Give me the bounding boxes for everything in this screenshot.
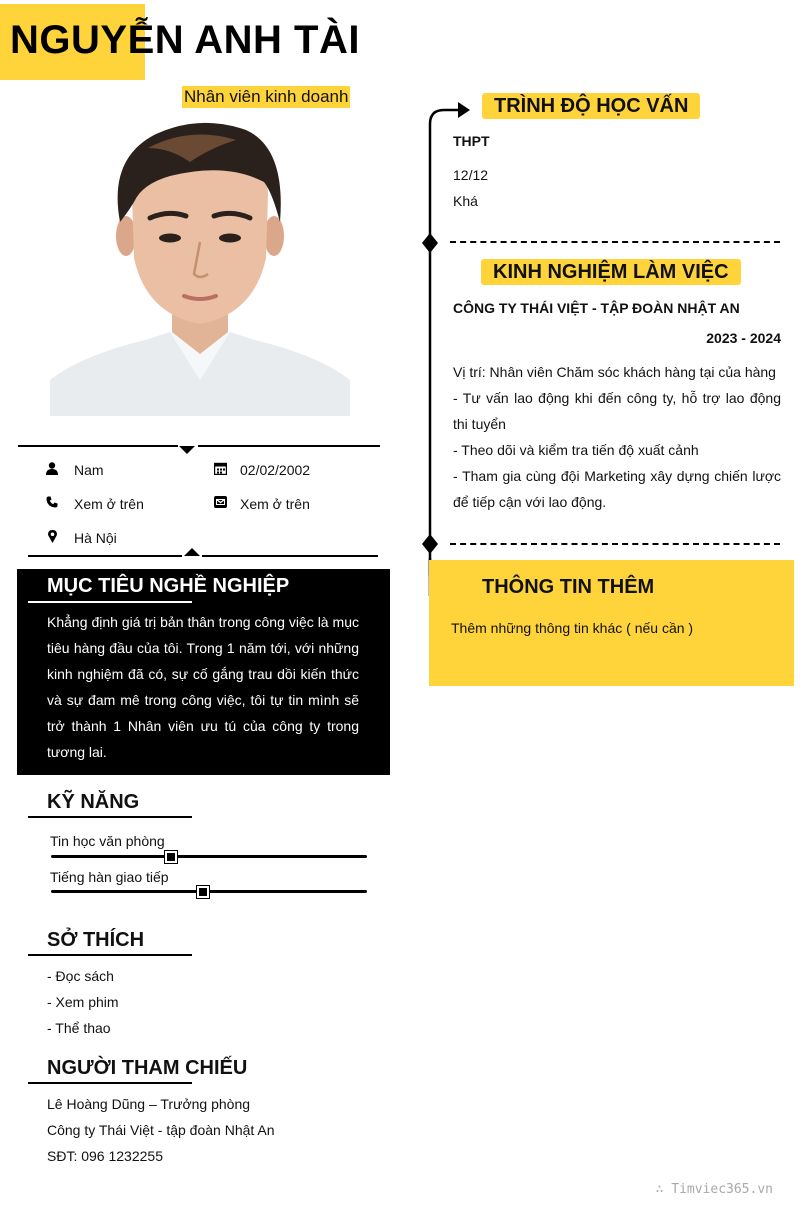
skill-bar-handle: [165, 851, 177, 863]
hobby-item: - Đọc sách: [47, 968, 114, 984]
skill-bar: [51, 855, 367, 858]
references-title-rule: [28, 1082, 192, 1084]
experience-detail: - Tham gia cùng đội Marketing xây dựng chiến lược để tiếp cận với lao động.: [453, 468, 781, 510]
phone-value: Xem ở trên: [74, 496, 144, 512]
reference-line: Công ty Thái Việt - tập đoàn Nhật An: [47, 1122, 275, 1138]
skills-title-rule: [28, 816, 192, 818]
experience-detail: - Theo dõi và kiểm tra tiến độ xuất cảnh: [453, 442, 699, 458]
education-school: THPT: [453, 133, 490, 149]
gender-value: Nam: [74, 462, 104, 478]
extra-info-title: THÔNG TIN THÊM: [482, 576, 655, 598]
user-icon: [45, 461, 59, 475]
info-bottom-rule-left: [28, 555, 182, 557]
education-rank: Khá: [453, 193, 478, 209]
hobby-item: - Thể thao: [47, 1020, 111, 1036]
info-top-rule-right: [198, 445, 380, 447]
info-bottom-rule-right: [202, 555, 378, 557]
phone-icon: [45, 495, 59, 509]
reference-line: SĐT: 096 1232255: [47, 1148, 163, 1164]
profile-photo: [50, 118, 350, 416]
objective-title: MỤC TIÊU NGHỀ NGHIỆP: [47, 575, 290, 597]
job-title: Nhân viên kinh doanh: [184, 87, 349, 106]
hobby-item: - Xem phim: [47, 994, 119, 1010]
education-divider: [450, 241, 780, 243]
skill-label: Tin học văn phòng: [50, 833, 165, 849]
skills-title: KỸ NĂNG: [47, 791, 140, 813]
objective-text: Khẳng định giá trị bản thân trong công việc là mục tiêu hàng đầu của tôi. Trong 1 năm tới, với những kinh nghiệm đã có, sự cố gắng trau dồi kiến thức và sự đam mê trong công việc, tôi tự tin mình sẽ trở thành 1 Nhân viên ưu tú của công ty trong tương lai.: [47, 614, 359, 760]
info-top-rule-left: [18, 445, 178, 447]
reference-line: Lê Hoàng Dũng – Trưởng phòng: [47, 1096, 251, 1112]
education-title: [482, 95, 700, 118]
portrait-illustration: [50, 118, 350, 416]
skill-bar: [51, 890, 367, 893]
birthday-value: 02/02/2002: [240, 462, 311, 478]
address-value: Hà Nội: [74, 530, 117, 546]
experience-detail: Vị trí: Nhân viên Chăm sóc khách hàng tại của hàng: [453, 364, 776, 380]
hobbies-title-rule: [28, 954, 192, 956]
email-icon: [213, 495, 227, 509]
education-grade: 12/12: [453, 167, 489, 183]
skill-label: Tiếng hàn giao tiếp: [50, 869, 169, 885]
hobbies-title: SỞ THÍCH: [47, 929, 145, 951]
experience-divider: [450, 543, 780, 545]
info-bottom-arrow: [184, 548, 200, 556]
references-title: NGƯỜI THAM CHIẾU: [47, 1057, 248, 1079]
experience-title-text: KINH NGHIỆM LÀM VIỆC: [481, 259, 741, 285]
objective-title-rule: [28, 601, 192, 603]
skill-bar-handle: [197, 886, 209, 898]
experience-company: CÔNG TY THÁI VIỆT - TẬP ĐOÀN NHẬT AN: [453, 300, 740, 316]
extra-info-text: Thêm những thông tin khác ( nếu cần ): [451, 620, 694, 636]
watermark: ∴ Timviec365.vn: [655, 1182, 773, 1197]
experience-detail: - Tư vấn lao động khi đến công ty, hỗ trợ lao động thi tuyển: [453, 390, 781, 432]
candidate-name: NGUYỄN ANH TÀI: [10, 18, 360, 62]
location-icon: [45, 529, 59, 543]
calendar-icon: [213, 461, 227, 475]
info-top-arrow: [179, 446, 195, 454]
education-title-text: TRÌNH ĐỘ HỌC VẤN: [482, 93, 700, 119]
experience-title: [481, 261, 741, 284]
experience-period: 2023 - 2024: [706, 330, 781, 346]
email-value: Xem ở trên: [240, 496, 310, 512]
